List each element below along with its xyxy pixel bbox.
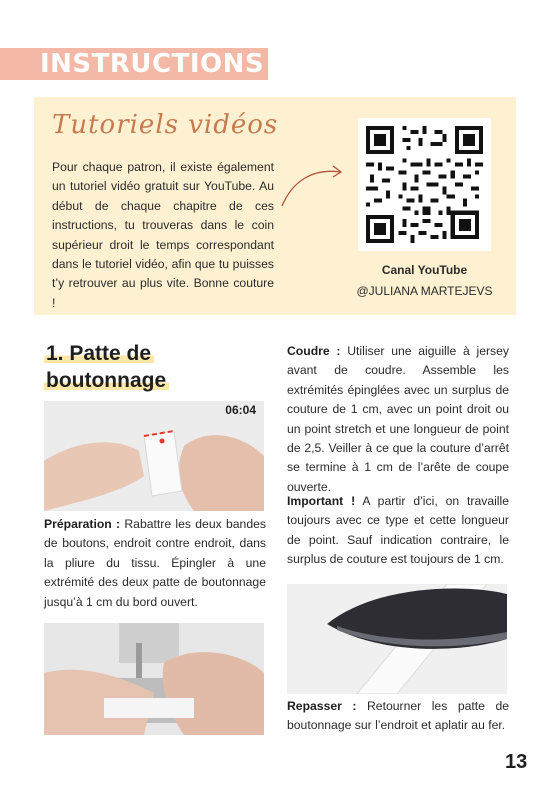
video-timestamp: 06:04	[225, 403, 256, 417]
photo-ironing	[287, 584, 507, 694]
youtube-channel-handle[interactable]: @JULIANA MARTEJEVS	[356, 284, 493, 298]
curved-arrow-icon	[278, 160, 350, 210]
qr-code[interactable]	[358, 118, 491, 251]
section-title-line1: 1. Patte de	[44, 342, 154, 365]
page-title: INSTRUCTIONS	[40, 49, 265, 79]
step-coudre-text: Utiliser une aiguille à jersey avant de coudre. Assemble les extrémités épinglées avec un surplus de couture de 1 cm, avec un point droit ou un point stretch et une longueur de point de 2,5. Veiller à ce que la couture d’arrêt se termine à 1 cm de l’arête de coupe ouverte.	[287, 344, 509, 494]
step-important-label: Important !	[287, 494, 356, 508]
photo-pinning-fabric	[44, 401, 264, 511]
step-coudre-label: Coudre :	[287, 344, 341, 358]
section-title-line2: boutonnage	[44, 369, 169, 392]
section-title	[44, 340, 244, 394]
youtube-channel-label: Canal YouTube	[381, 263, 468, 277]
step-preparation-label: Préparation :	[44, 517, 121, 531]
step-coudre	[287, 342, 509, 497]
step-important	[287, 492, 509, 570]
step-important-text: A partir d’ici, on travaille toujours avec ce type et cette longueur de point. Sauf indication contraire, le surplus de couture est toujours de 1 cm.	[287, 494, 510, 567]
step-repasser-text: Retourner les patte de boutonnage sur l’endroit et aplatir au fer.	[287, 699, 509, 733]
step-repasser-label: Repasser :	[287, 699, 357, 713]
step-preparation-text: Rabattre les deux bandes de boutons, endroit contre endroit, dans la pliure du tissu. Épingler à une extrémité des deux patte de boutonnage jusqu’à 1 cm du bord ouvert.	[44, 517, 266, 609]
tutorial-text: Pour chaque patron, il existe également un tutoriel vidéo gratuit sur YouTube. Au début de chaque chapitre de ces instructions, tu trouveras dans le coin supérieur droit le temps correspondant dans le tutoriel vidéo, afin que tu puisses t’y retrouver au plus vite. Bonne couture !	[52, 160, 274, 310]
page-number: 13	[505, 751, 528, 773]
step-repasser	[287, 697, 509, 736]
tutorial-heading: Tutoriels vidéos	[52, 110, 279, 140]
photo-sewing-machine	[44, 623, 264, 735]
step-preparation	[44, 515, 266, 612]
qr-code-icon	[366, 126, 483, 243]
